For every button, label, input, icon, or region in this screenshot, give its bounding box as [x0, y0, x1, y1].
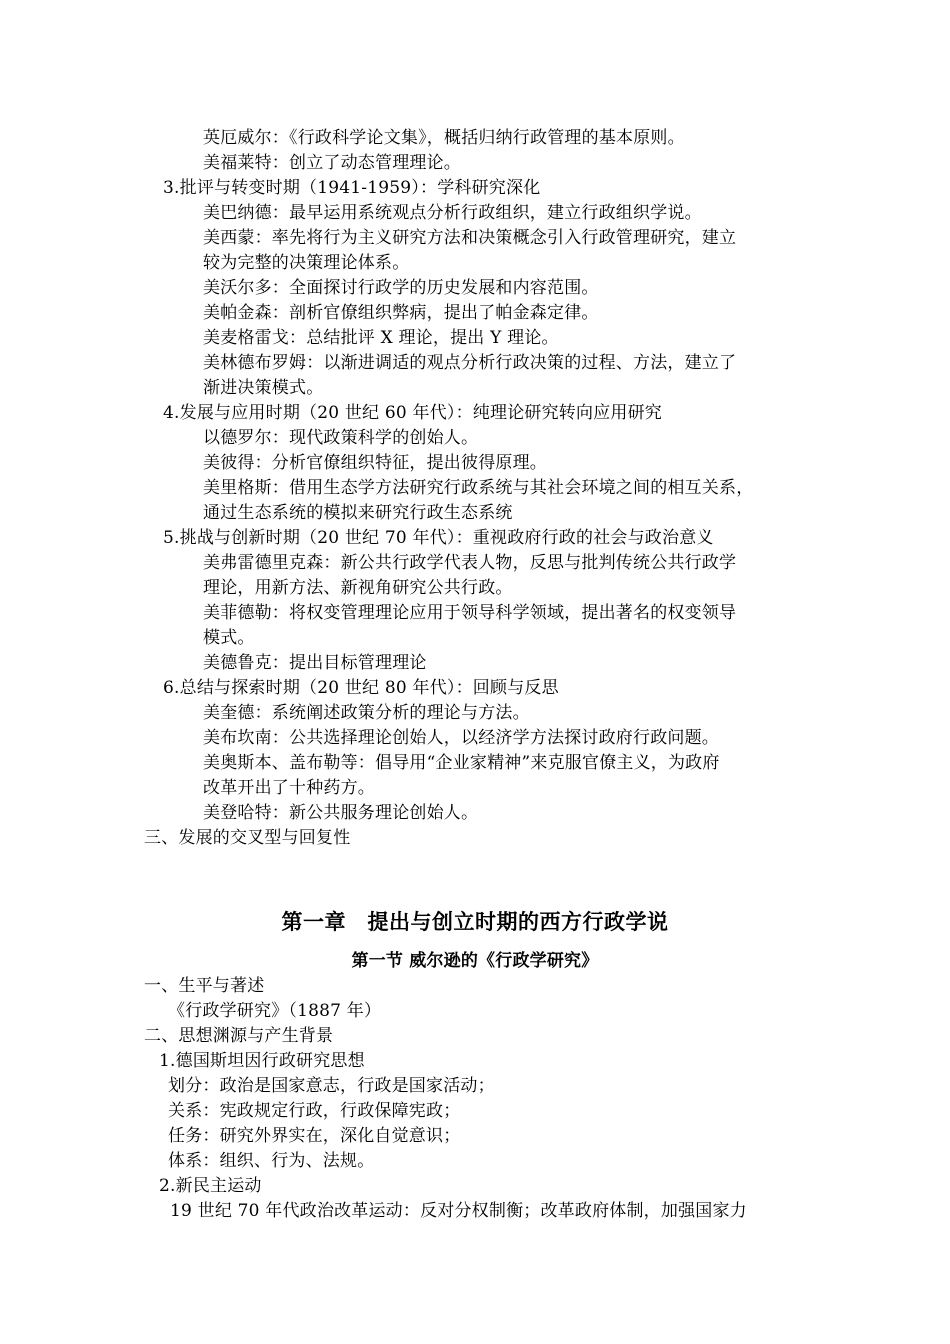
section-title: 第一节 威尔逊的《行政学研究》	[351, 951, 599, 971]
text-line-denhardt: 美登哈特：新公共服务理论创始人。	[203, 803, 479, 823]
text-line-frederickson-1: 美弗雷德里克森：新公共行政学代表人物，反思与批判传统公共行政学	[203, 553, 737, 573]
text-line-work: 《行政学研究》（1887 年）	[168, 1001, 382, 1021]
text-line-buchanan: 美布坎南：公共选择理论创始人，以经济学方法探讨政府行政问题。	[203, 728, 719, 748]
text-line-stein-task: 任务：研究外界实在，深化自觉意识；	[168, 1126, 461, 1146]
text-line-urwick: 英厄威尔：《行政科学论文集》，概括归纳行政管理的基本原则。	[203, 128, 685, 148]
heading-origin: 二、思想渊源与产生背景	[144, 1026, 334, 1046]
period-heading-3: 3.批评与转变时期（1941-1959）：学科研究深化	[163, 178, 541, 198]
text-line-osborne-1: 美奥斯本、盖布勒等：倡导用“企业家精神”来克服官僚主义，为政府	[203, 753, 720, 773]
text-line-mcgregor: 美麦格雷戈：总结批评 X 理论，提出 Y 理论。	[203, 328, 559, 348]
text-line-drucker: 美德鲁克：提出目标管理理论	[203, 653, 427, 673]
text-line-dror: 以德罗尔：现代政策科学的创始人。	[203, 428, 479, 448]
text-line-waldo: 美沃尔多：全面探讨行政学的历史发展和内容范围。	[203, 278, 599, 298]
text-line-stein-relation: 关系：宪政规定行政，行政保障宪政；	[168, 1101, 461, 1121]
subheading-democracy: 2.新民主运动	[159, 1176, 262, 1196]
text-line-stein-system: 体系：组织、行为、法规。	[168, 1151, 375, 1171]
period-heading-4: 4.发展与应用时期（20 世纪 60 年代）：纯理论研究转向应用研究	[163, 403, 662, 423]
part-heading-3: 三、发展的交叉型与回复性	[144, 828, 351, 848]
text-line-riggs-2: 通过生态系统的模拟来研究行政生态系统	[203, 503, 513, 523]
text-line-barnard: 美巴纳德：最早运用系统观点分析行政组织，建立行政组织学说。	[203, 203, 702, 223]
text-line-frederickson-2: 理论，用新方法、新视角研究公共行政。	[203, 578, 513, 598]
text-line-fiedler-2: 模式。	[203, 628, 255, 648]
text-line-fiedler-1: 美菲德勒：将权变管理理论应用于领导科学领域，提出著名的权变领导	[203, 603, 737, 623]
text-line-simon-2: 较为完整的决策理论体系。	[203, 253, 410, 273]
period-heading-5: 5.挑战与创新时期（20 世纪 70 年代）：重视政府行政的社会与政治意义	[163, 528, 714, 548]
text-line-parkinson: 美帕金森：剖析官僚组织弊病，提出了帕金森定律。	[203, 303, 599, 323]
subheading-stein: 1.德国斯坦因行政研究思想	[159, 1051, 365, 1071]
text-line-simon-1: 美西蒙：率先将行为主义研究方法和决策概念引入行政管理研究，建立	[203, 228, 737, 248]
period-heading-6: 6.总结与探索时期（20 世纪 80 年代）：回顾与反思	[163, 678, 559, 698]
text-line-stein-division: 划分：政治是国家意志，行政是国家活动；	[168, 1076, 495, 1096]
text-line-peter: 美彼得：分析官僚组织特征，提出彼得原理。	[203, 453, 547, 473]
text-line-follett: 美福莱特：创立了动态管理理论。	[203, 153, 461, 173]
text-line-riggs-1: 美里格斯：借用生态学方法研究行政系统与其社会环境之间的相互关系，	[203, 478, 754, 498]
text-line-dunn: 美奎德：系统阐述政策分析的理论与方法。	[203, 703, 530, 723]
text-line-democracy: 19 世纪 70 年代政治改革运动：反对分权制衡；改革政府体制，加强国家力	[170, 1201, 747, 1221]
text-line-lindblom-1: 美林德布罗姆：以渐进调适的观点分析行政决策的过程、方法，建立了	[203, 353, 737, 373]
text-line-osborne-2: 改革开出了十种药方。	[203, 778, 375, 798]
chapter-title: 第一章 提出与创立时期的西方行政学说	[281, 909, 669, 934]
heading-life-works: 一、生平与著述	[144, 976, 265, 996]
text-line-lindblom-2: 渐进决策模式。	[203, 378, 324, 398]
